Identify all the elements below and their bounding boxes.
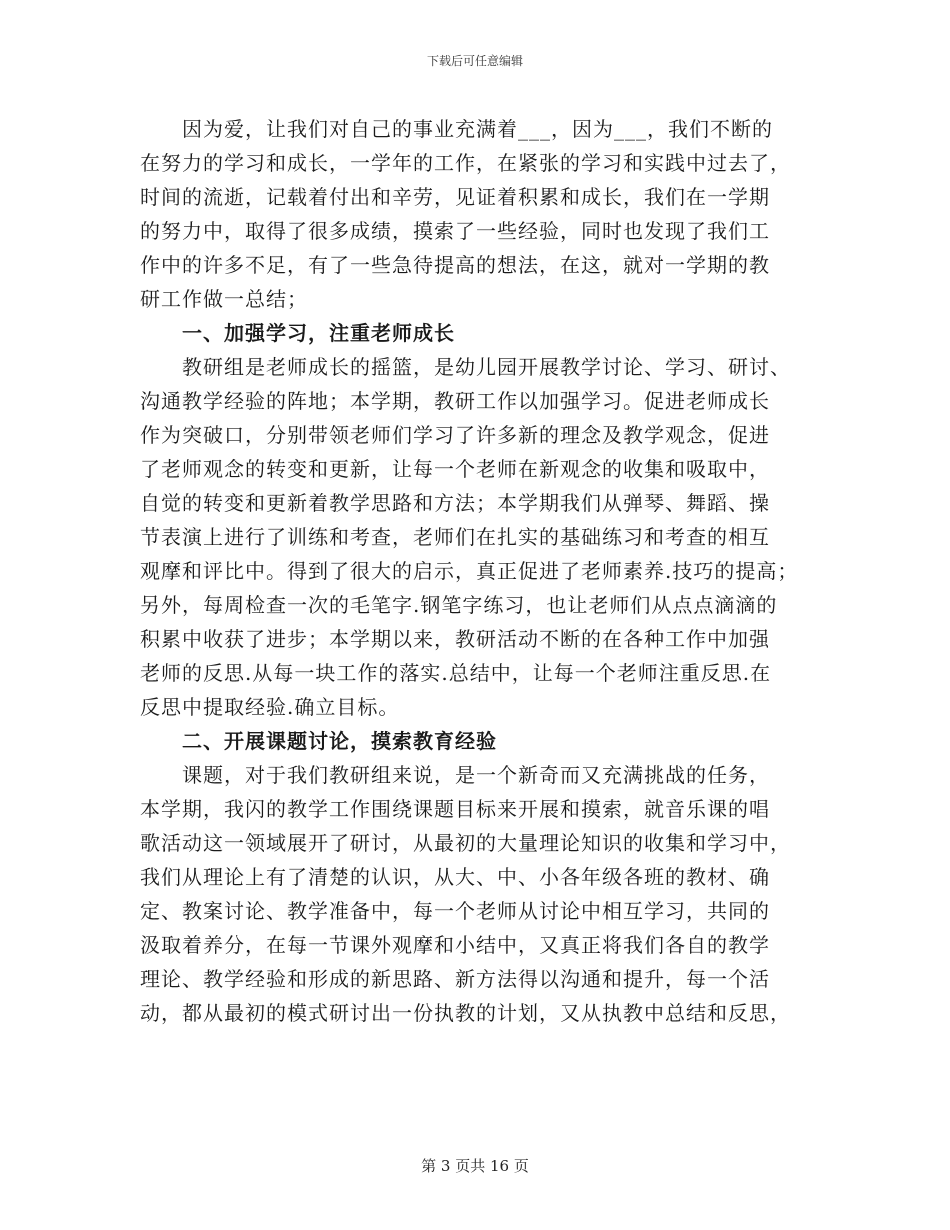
paragraph-intro — [140, 112, 810, 316]
text-line: 定、教案讨论、教学准备中，每一个老师从讨论中相互学习，共同的 — [140, 899, 770, 923]
page-footer: 第 3 页共 16 页 — [421, 1157, 529, 1175]
text-line: 作为突破口，分别带领老师们学习了许多新的理念及教学观念，促进 — [140, 423, 770, 447]
paragraph-section-2 — [140, 758, 810, 1030]
section-heading-1: 一、加强学习，注重老师成长 — [140, 321, 455, 345]
text-line: 时间的流逝，记载着付出和辛劳，见证着积累和成长，我们在一学期 — [140, 185, 770, 209]
text-line: 另外，每周检查一次的毛笔字.钢笔字练习，也让老师们从点点滴滴的 — [140, 593, 778, 617]
text-line: 动，都从最初的模式研讨出一份执教的计划，又从执教中总结和反思， — [140, 1001, 791, 1025]
text-line: 积累中收获了进步；本学期以来，教研活动不断的在各种工作中加强 — [140, 627, 770, 651]
text-line: 在努力的学习和成长，一学年的工作，在紧张的学习和实践中过去了， — [140, 151, 791, 175]
text-line: 了老师观念的转变和更新，让每一个老师在新观念的收集和吸取中， — [140, 457, 770, 481]
text-line: 反思中提取经验.确立目标。 — [140, 695, 400, 719]
text-line: 教研组是老师成长的摇篮，是幼儿园开展教学讨论、学习、研讨、 — [140, 355, 791, 379]
text-line: 理论、教学经验和形成的新思路、新方法得以沟通和提升，每一个活 — [140, 967, 770, 991]
section-heading-2: 二、开展课题讨论，摸索教育经验 — [140, 729, 497, 753]
text-line: 因为爱，让我们对自己的事业充满着___，因为___，我们不断的 — [140, 117, 773, 141]
text-line: 本学期，我闪的教学工作围绕课题目标来开展和摸索，就音乐课的唱 — [140, 797, 770, 821]
document-body — [140, 112, 810, 1030]
text-line: 课题，对于我们教研组来说，是一个新奇而又充满挑战的任务， — [140, 763, 770, 787]
text-line: 的努力中，取得了很多成绩，摸索了一些经验，同时也发现了我们工 — [140, 219, 770, 243]
text-line: 作中的许多不足，有了一些急待提高的想法，在这，就对一学期的教 — [140, 253, 770, 277]
paragraph-section-1 — [140, 350, 810, 724]
text-line: 老师的反思.从每一块工作的落实.总结中，让每一个老师注重反思.在 — [140, 661, 772, 685]
text-line: 研工作做一总结； — [140, 287, 308, 311]
text-line: 汲取着养分，在每一节课外观摩和小结中，又真正将我们各自的教学 — [140, 933, 770, 957]
text-line: 观摩和评比中。得到了很大的启示，真正促进了老师素养.技巧的提高； — [140, 559, 799, 583]
text-line: 我们从理论上有了清楚的认识，从大、中、小各年级各班的教材、确 — [140, 865, 770, 889]
page-header: 下载后可任意编辑 — [426, 54, 523, 68]
text-line: 歌活动这一领域展开了研讨，从最初的大量理论知识的收集和学习中， — [140, 831, 791, 855]
text-line: 节表演上进行了训练和考查，老师们在扎实的基础练习和考查的相互 — [140, 525, 770, 549]
text-line: 自觉的转变和更新着教学思路和方法；本学期我们从弹琴、舞蹈、操 — [140, 491, 770, 515]
text-line: 沟通教学经验的阵地；本学期，教研工作以加强学习。促进老师成长 — [140, 389, 770, 413]
